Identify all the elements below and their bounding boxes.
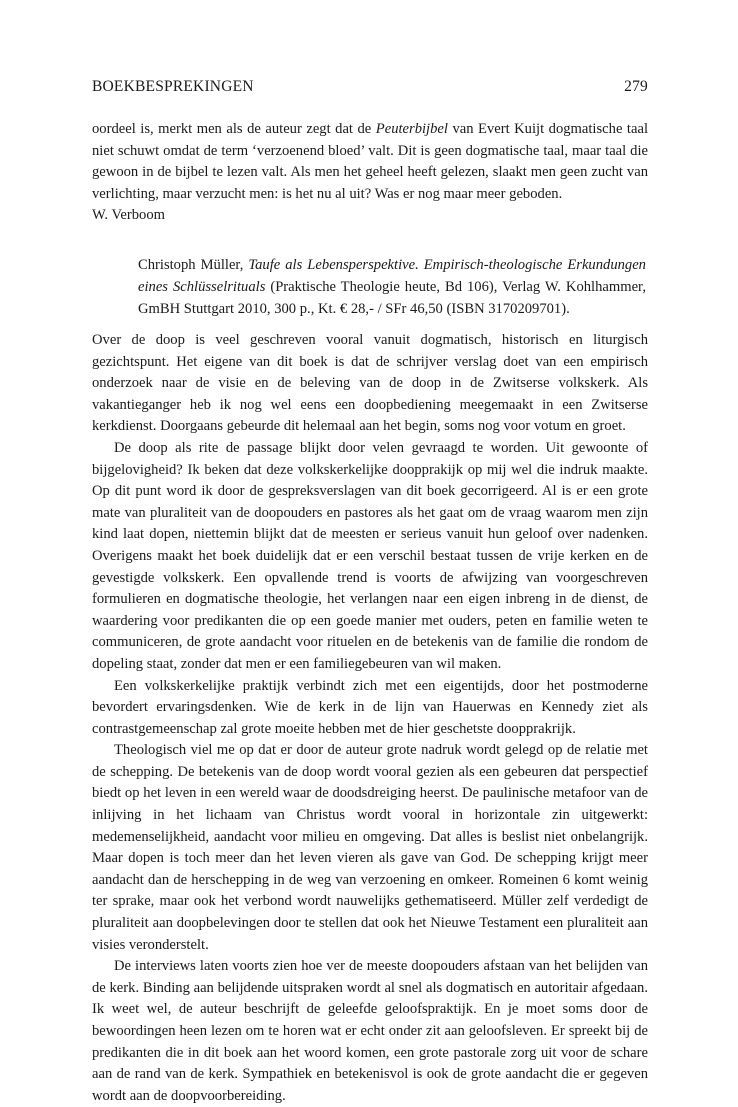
previous-review-ending [92,119,648,227]
page-number: 279 [624,78,648,95]
review-body [92,330,648,1107]
review-paragraph: Een volkskerkelijke praktijk verbindt zich met een eigentijds, door het postmoderne bevordert ervaringsdenken. Wie de kerk in de lijn van Hauerwas en Kennedy ziet als contrastgemeenschap zal grote moeite hebben met de hier geschetste doopprakrijk. [92,677,648,737]
text-run: van Evert Kuijt dogmatische taal niet schuwt omdat de term ‘verzoenend bloed’ valt. Dit is geen dogmatische taal, maar taal die gewoon in de bijbel te lezen valt. Als men het geheel heeft gelezen, slaakt men geen zucht van verlichting, maar verzucht men: is het nu al uit? Was er nog maar meer geboden. [92,121,648,202]
review-paragraph: De doop als rite de passage blijkt door velen gevraagd te worden. Uit gewoonte of bijgelovigheid? Ik beken dat deze volkskerkelijke doopprakijk op mij wel die indruk maakte. Op dit punt word ik door de gespreksverslagen van dit boek gecorrigeerd. Al is er een grote mate van pluraliteit van de doopouders en pastores als het gaat om de vraag waarom men zijn kind laat dopen, niettemin blijkt dat de meesten er serieus vanuit hun geloof over nadenken. Overigens maakt het boek duidelijk dat er een verschil bestaat tussen de vrije kerken en de gevestigde volkskerk. Een opvallende trend is voorts de afwijzing van voorgeschreven formulieren en dogmatische theologie, het verlangen naar een eigen inbreng in de dienst, de waardering voor predikanten die op een goede manier met ouders, peten en familie weten te communiceren, de grote aandacht voor rituelen en de betekenis van de familie die rondom de dopeling staat, zonder dat men er een familiegebeuren van wil maken. [92,439,648,672]
section-title: BOEKBESPREKINGEN [92,78,254,95]
citation-details: (Praktische Theologie heute, Bd 106), Verlag W. Kohlhammer, GmBH Stuttgart 2010, 300 p., Kt. € 28,- / SFr 46,50 (ISBN 3170209701). [138,279,646,317]
citation-title: Taufe als Lebensperspektive. Empirisch-theologische Erkundungen eines Schlüsselrituals [138,257,646,295]
review-paragraph: De interviews laten voorts zien hoe ver de meeste doopouders afstaan van het belijden van de kerk. Binding aan belijdende uitspraken wordt al snel als dogmatisch en autoritair afgedaan. Ik weet wel, de auteur beschrijft de geleefde geloofspraktijk. En je moet soms door de bewoordingen heen lezen om te horen wat er echt onder zit aan geloofsleven. Er spreekt bij de predikanten die in dit boek aan het woord komen, een grote pastorale zorg uit voor de schare aan de rand van de kerk. Sympathiek en betekenisvol is ook de grote aandacht die er gegeven wordt aan de doopvoorbereiding. [92,958,648,1104]
text-run: oordeel is, merkt men als de auteur zegt dat de [92,121,376,137]
book-citation [138,254,646,320]
review-paragraph: Theologisch viel me op dat er door de auteur grote nadruk wordt gelegd op de relatie met de schepping. De betekenis van de doop wordt vooral gezien als een gebeuren dat perspectief biedt op het leven in een wereld waar de doodsdreiging heerst. De paulinische metafoor van de inlijving in het lichaam van Christus wordt vooral in horizontale zin uitgewerkt: medemenselijkheid, aandacht voor milieu en omgeving. Dat alles is beslist niet onbelangrijk. Maar dopen is toch meer dan het leven vieren als gave van God. De schepping krijgt meer aandacht dan de herschepping in de weg van verzoening en omkeer. Romeinen 6 komt weinig ter sprake, maar ook het verbond wordt nauwelijks gethematiseerd. Müller zelf verdedigt de pluraliteit aan doopbelevingen door te stellen dat ook het Nieuwe Testament een pluraliteit aan visies veronderstelt. [92,742,648,953]
review-paragraph: Over de doop is veel geschreven vooral vanuit dogmatisch, historisch en liturgisch gezichtspunt. Het eigene van dit boek is dat de schrijver verslag doet van een empirisch onderzoek naar de visie en de beleving van de doop in de Zwitserse volkskerk. Als vakantieganger heb ik nog wel eens een doopbediening meegemaakt in een Zwitserse kerkdienst. Doorgaans gebeurde dit helemaal aan het begin, soms nog voor votum en groet. [92,332,648,435]
book-title-italic: Peuterbijbel [375,121,448,137]
citation-author: Christoph Müller, [138,257,249,273]
running-header [92,78,648,96]
citation-paragraph [138,254,646,320]
reviewer-signature: W. Verboom [92,207,165,224]
previous-review-paragraph [92,119,648,205]
